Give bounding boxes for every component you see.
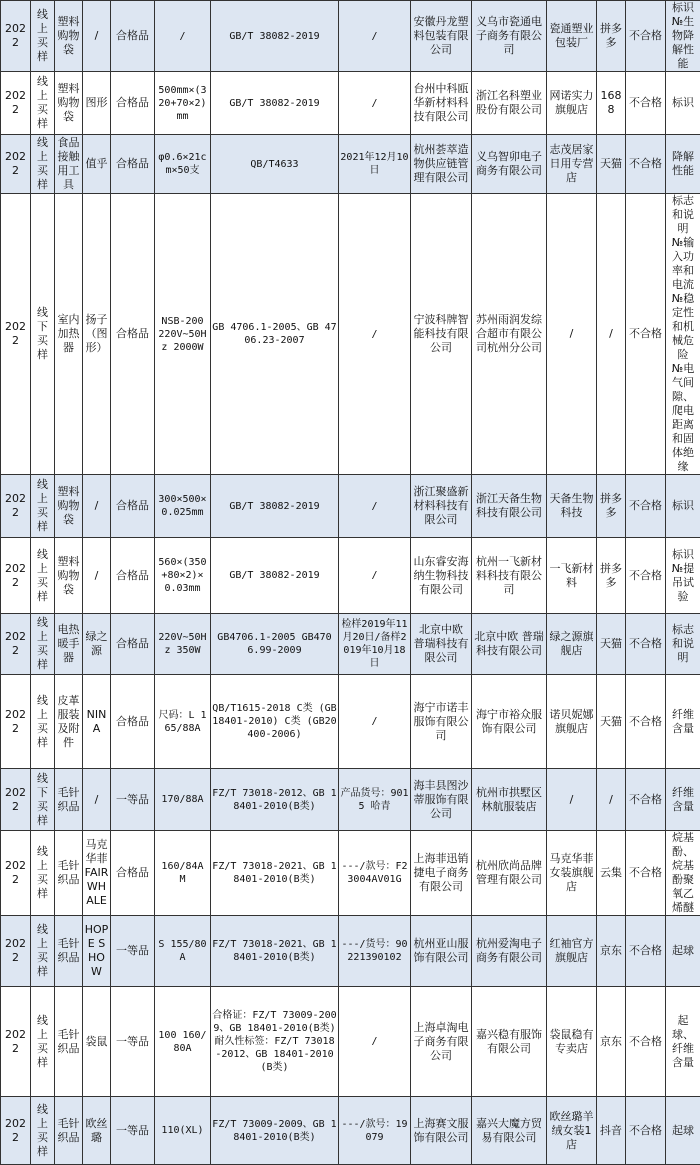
batch-cell: 2021年12月10日 (339, 135, 411, 194)
grade-cell: 一等品 (111, 916, 155, 987)
year-cell: 2022 (1, 194, 31, 475)
failed-items-cell: 降解性能 (666, 135, 700, 194)
manufacturer-cell: 山东睿安海纳生物科技有限公司 (411, 538, 472, 614)
shop-cell: 诺贝妮娜旗舰店 (547, 675, 597, 769)
grade-cell: 合格品 (111, 1, 155, 72)
grade-cell: 一等品 (111, 1097, 155, 1165)
platform-cell: 拼多多 (597, 475, 626, 538)
table-row (1, 194, 700, 475)
year-cell: 2022 (1, 987, 31, 1097)
seller-cell: 浙江天备生物科技有限公司 (472, 475, 547, 538)
batch-cell: ---/货号：90221390102 (339, 916, 411, 987)
product-name-cell: 室内加热器 (55, 194, 83, 475)
grade-cell: 合格品 (111, 614, 155, 675)
product-name-cell: 塑料购物袋 (55, 538, 83, 614)
table-row (1, 1097, 700, 1165)
batch-cell: / (339, 1, 411, 72)
batch-cell: ---/款号：19079 (339, 1097, 411, 1165)
failed-items-cell: 标识 (666, 72, 700, 135)
manufacturer-cell: 杭州荟萃造物供应链管理有限公司 (411, 135, 472, 194)
year-cell: 2022 (1, 538, 31, 614)
product-name-cell: 塑料购物袋 (55, 475, 83, 538)
spec-cell: 220V~50Hz 350W (155, 614, 211, 675)
seller-cell: 义乌市瓷通电子商务有限公司 (472, 1, 547, 72)
spec-cell: 300×500×0.025mm (155, 475, 211, 538)
product-name-cell: 塑料购物袋 (55, 72, 83, 135)
manufacturer-cell: 上海卓淘电子商务有限公司 (411, 987, 472, 1097)
platform-cell: / (597, 194, 626, 475)
brand-cell: HOPE SHOW (83, 916, 111, 987)
batch-cell: 产品货号：9015 哈青 (339, 769, 411, 831)
result-cell: 不合格 (626, 538, 666, 614)
standard-cell: GB/T 38082-2019 (211, 475, 339, 538)
spec-cell: φ0.6×21cm×50支 (155, 135, 211, 194)
standard-cell: QB/T4633 (211, 135, 339, 194)
seller-cell: 浙江名科塑业股份有限公司 (472, 72, 547, 135)
platform-cell: 京东 (597, 987, 626, 1097)
brand-cell: / (83, 769, 111, 831)
shop-cell: 绿之源旗舰店 (547, 614, 597, 675)
seller-cell: 北京中欧 普瑞科技有限公司 (472, 614, 547, 675)
platform-cell: 云集 (597, 831, 626, 916)
product-name-cell: 毛针织品 (55, 831, 83, 916)
platform-cell: 天猫 (597, 135, 626, 194)
batch-cell: / (339, 675, 411, 769)
result-cell: 不合格 (626, 72, 666, 135)
brand-cell: / (83, 538, 111, 614)
brand-cell: 欧丝璐 (83, 1097, 111, 1165)
sampling-method-cell: 线上买样 (31, 1, 55, 72)
manufacturer-cell: 杭州亚山服饰有限公司 (411, 916, 472, 987)
sampling-method-cell: 线上买样 (31, 1097, 55, 1165)
seller-cell: 苏州雨润发综合超市有限公司杭州分公司 (472, 194, 547, 475)
shop-cell: 一飞新材料 (547, 538, 597, 614)
result-cell: 不合格 (626, 475, 666, 538)
failed-items-cell: 标志和说明№输入功率和电流№稳定性和机械危险№电气间隙、爬电距离和固体绝缘 (666, 194, 700, 475)
shop-cell: / (547, 194, 597, 475)
failed-items-cell: 标志和说明 (666, 614, 700, 675)
year-cell: 2022 (1, 675, 31, 769)
result-cell: 不合格 (626, 1, 666, 72)
brand-cell: NINA (83, 675, 111, 769)
batch-cell: / (339, 987, 411, 1097)
standard-cell: FZ/T 73018-2012、GB 18401-2010(B类) (211, 769, 339, 831)
spec-cell: NSB-200 220V~50Hz 2000W (155, 194, 211, 475)
year-cell: 2022 (1, 72, 31, 135)
product-name-cell: 毛针织品 (55, 987, 83, 1097)
seller-cell: 杭州市拱墅区林航服装店 (472, 769, 547, 831)
result-cell: 不合格 (626, 194, 666, 475)
grade-cell: 合格品 (111, 72, 155, 135)
failed-items-cell: 起球、纤维含量 (666, 987, 700, 1097)
grade-cell: 合格品 (111, 675, 155, 769)
batch-cell: / (339, 538, 411, 614)
result-cell: 不合格 (626, 916, 666, 987)
result-cell: 不合格 (626, 769, 666, 831)
standard-cell: FZ/T 73009-2009、GB 18401-2010(B类) (211, 1097, 339, 1165)
standard-cell: FZ/T 73018-2021、GB 18401-2010(B类) (211, 916, 339, 987)
standard-cell: GB/T 38082-2019 (211, 1, 339, 72)
shop-cell: 瓷通塑业包装厂 (547, 1, 597, 72)
seller-cell: 海宁市裕众服饰有限公司 (472, 675, 547, 769)
batch-cell: 检样2019年11月20日/备样2019年10月18日 (339, 614, 411, 675)
sampling-method-cell: 线上买样 (31, 614, 55, 675)
shop-cell: / (547, 769, 597, 831)
batch-cell: / (339, 194, 411, 475)
spec-cell: S 155/80A (155, 916, 211, 987)
result-cell: 不合格 (626, 135, 666, 194)
batch-cell: ---/款号：F23004AV01G (339, 831, 411, 916)
sampling-method-cell: 线下买样 (31, 194, 55, 475)
grade-cell: 合格品 (111, 475, 155, 538)
batch-cell: / (339, 72, 411, 135)
sampling-method-cell: 线上买样 (31, 475, 55, 538)
year-cell: 2022 (1, 1, 31, 72)
standard-cell: 合格证：FZ/T 73009-2009、GB 18401-2010(B类) 耐久性标签：FZ/T 73018-2012、GB 18401-2010(B类) (211, 987, 339, 1097)
seller-cell: 嘉兴稳有服饰有限公司 (472, 987, 547, 1097)
platform-cell: / (597, 769, 626, 831)
batch-cell: / (339, 475, 411, 538)
seller-cell: 杭州欣尚品牌管理有限公司 (472, 831, 547, 916)
standard-cell: FZ/T 73018-2021、GB 18401-2010(B类) (211, 831, 339, 916)
standard-cell: GB/T 38082-2019 (211, 538, 339, 614)
spec-cell: / (155, 1, 211, 72)
seller-cell: 嘉兴大魔方贸易有限公司 (472, 1097, 547, 1165)
product-name-cell: 毛针织品 (55, 769, 83, 831)
standard-cell: GB/T 38082-2019 (211, 72, 339, 135)
platform-cell: 抖音 (597, 1097, 626, 1165)
spec-cell: 560×(350+80×2)×0.03mm (155, 538, 211, 614)
standard-cell: GB4706.1-2005 GB4706.99-2009 (211, 614, 339, 675)
product-name-cell: 皮革服装及附件 (55, 675, 83, 769)
sampling-method-cell: 线上买样 (31, 72, 55, 135)
failed-items-cell: 起球 (666, 1097, 700, 1165)
shop-cell: 志茂居家日用专营店 (547, 135, 597, 194)
platform-cell: 天猫 (597, 675, 626, 769)
brand-cell: 马克华菲FAIR WHALE (83, 831, 111, 916)
platform-cell: 天猫 (597, 614, 626, 675)
manufacturer-cell: 安徽丹龙塑料包装有限公司 (411, 1, 472, 72)
spec-cell: 110(XL) (155, 1097, 211, 1165)
table-row (1, 916, 700, 987)
seller-cell: 义乌智卯电子商务有限公司 (472, 135, 547, 194)
brand-cell: 扬子（图形） (83, 194, 111, 475)
year-cell: 2022 (1, 1097, 31, 1165)
spec-cell: 100 160/80A (155, 987, 211, 1097)
manufacturer-cell: 浙江聚盛新材料科技有限公司 (411, 475, 472, 538)
failed-items-cell: 纤维含量 (666, 769, 700, 831)
brand-cell: 图形 (83, 72, 111, 135)
failed-items-cell: 起球 (666, 916, 700, 987)
sampling-method-cell: 线下买样 (31, 769, 55, 831)
spec-cell: 500mm×(320+70×2)mm (155, 72, 211, 135)
year-cell: 2022 (1, 831, 31, 916)
seller-cell: 杭州爱淘电子商务有限公司 (472, 916, 547, 987)
product-name-cell: 电热暖手器 (55, 614, 83, 675)
table-row (1, 538, 700, 614)
year-cell: 2022 (1, 614, 31, 675)
manufacturer-cell: 台州中科瓯华新材料科技有限公司 (411, 72, 472, 135)
sampling-method-cell: 线上买样 (31, 135, 55, 194)
platform-cell: 京东 (597, 916, 626, 987)
failed-items-cell: 标识 (666, 475, 700, 538)
manufacturer-cell: 海丰县图沙蒂服饰有限公司 (411, 769, 472, 831)
table-row (1, 675, 700, 769)
shop-cell: 天备生物科技 (547, 475, 597, 538)
product-name-cell: 毛针织品 (55, 1097, 83, 1165)
failed-items-cell: 标识№生物降解性能 (666, 1, 700, 72)
table-row (1, 831, 700, 916)
spec-cell: 170/88A (155, 769, 211, 831)
result-cell: 不合格 (626, 614, 666, 675)
standard-cell: QB/T1615-2018 C类 (GB18401-2010) C类 (GB20400-2006) (211, 675, 339, 769)
standard-cell: GB 4706.1-2005、GB 4706.23-2007 (211, 194, 339, 475)
failed-items-cell: 烷基酚、烷基酚聚氧乙烯醚 (666, 831, 700, 916)
result-cell: 不合格 (626, 831, 666, 916)
shop-cell: 网诺实力旗舰店 (547, 72, 597, 135)
year-cell: 2022 (1, 475, 31, 538)
brand-cell: 值乎 (83, 135, 111, 194)
grade-cell: 合格品 (111, 538, 155, 614)
table-row (1, 1, 700, 72)
grade-cell: 合格品 (111, 135, 155, 194)
sampling-method-cell: 线上买样 (31, 916, 55, 987)
year-cell: 2022 (1, 916, 31, 987)
platform-cell: 拼多多 (597, 538, 626, 614)
manufacturer-cell: 上海菲迅销捷电子商务有限公司 (411, 831, 472, 916)
brand-cell: 绿之源 (83, 614, 111, 675)
result-cell: 不合格 (626, 1097, 666, 1165)
spec-cell: 160/84A M (155, 831, 211, 916)
grade-cell: 合格品 (111, 194, 155, 475)
sampling-method-cell: 线上买样 (31, 987, 55, 1097)
table-row (1, 769, 700, 831)
spec-cell: 尺码：L 165/88A (155, 675, 211, 769)
shop-cell: 马克华菲女装旗舰店 (547, 831, 597, 916)
seller-cell: 杭州一飞新材料科技有限公司 (472, 538, 547, 614)
manufacturer-cell: 海宁市诺丰服饰有限公司 (411, 675, 472, 769)
table-row (1, 987, 700, 1097)
brand-cell: 袋鼠 (83, 987, 111, 1097)
grade-cell: 合格品 (111, 831, 155, 916)
product-name-cell: 毛针织品 (55, 916, 83, 987)
platform-cell: 1688 (597, 72, 626, 135)
grade-cell: 一等品 (111, 987, 155, 1097)
year-cell: 2022 (1, 769, 31, 831)
grade-cell: 一等品 (111, 769, 155, 831)
table-row (1, 135, 700, 194)
manufacturer-cell: 北京中欧 普瑞科技有限公司 (411, 614, 472, 675)
sampling-method-cell: 线上买样 (31, 675, 55, 769)
shop-cell: 袋鼠稳有专卖店 (547, 987, 597, 1097)
table-row (1, 475, 700, 538)
table-row (1, 72, 700, 135)
product-name-cell: 食品接触用工具 (55, 135, 83, 194)
product-name-cell: 塑料购物袋 (55, 1, 83, 72)
year-cell: 2022 (1, 135, 31, 194)
brand-cell: / (83, 475, 111, 538)
shop-cell: 红袖官方旗舰店 (547, 916, 597, 987)
failed-items-cell: 标识№提吊试验 (666, 538, 700, 614)
brand-cell: / (83, 1, 111, 72)
failed-items-cell: 纤维含量 (666, 675, 700, 769)
manufacturer-cell: 上海赛文服饰有限公司 (411, 1097, 472, 1165)
table-row (1, 614, 700, 675)
result-cell: 不合格 (626, 987, 666, 1097)
shop-cell: 欧丝璐羊绒女装1店 (547, 1097, 597, 1165)
sampling-method-cell: 线上买样 (31, 538, 55, 614)
result-cell: 不合格 (626, 675, 666, 769)
platform-cell: 拼多多 (597, 1, 626, 72)
manufacturer-cell: 宁波科牌智能科技有限公司 (411, 194, 472, 475)
sampling-method-cell: 线上买样 (31, 831, 55, 916)
